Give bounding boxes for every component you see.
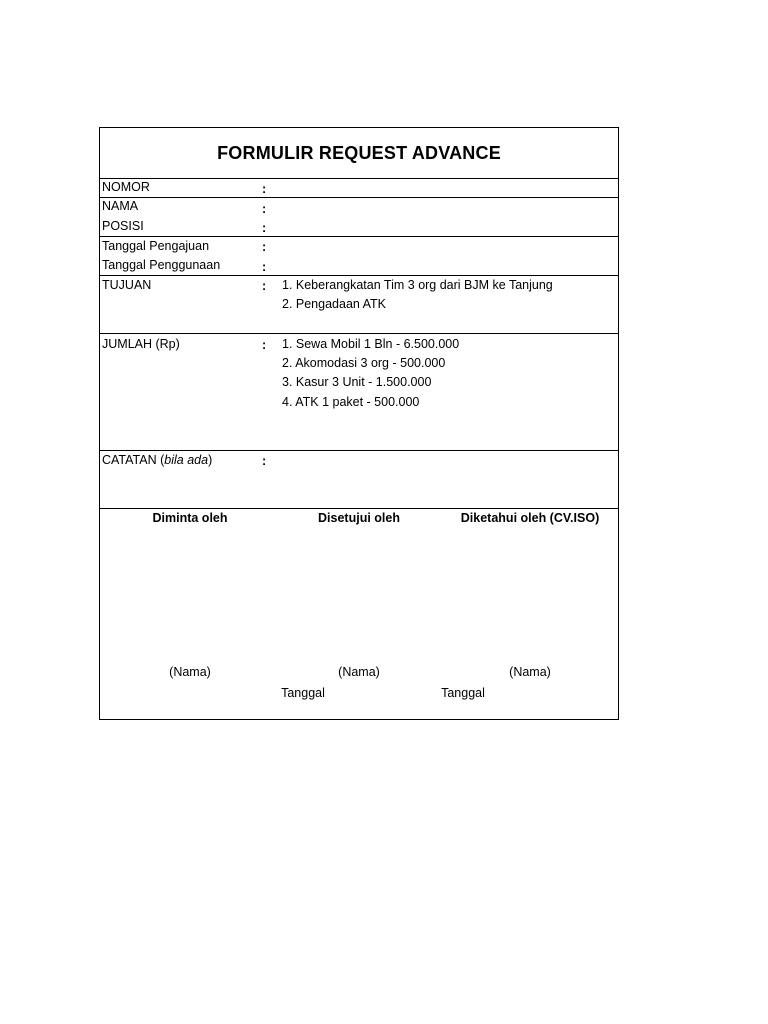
form-title: FORMULIR REQUEST ADVANCE bbox=[217, 143, 501, 163]
tanggal-penggunaan-label: Tanggal Penggunaan bbox=[102, 258, 221, 272]
tanggal-pengajuan-colon: : bbox=[262, 240, 267, 254]
acknowledged-by-label: Diketahui oleh (CV.ISO) bbox=[460, 511, 600, 525]
tujuan-colon: : bbox=[262, 279, 267, 293]
requester-name-placeholder: (Nama) bbox=[169, 665, 211, 679]
acknowledgement-date-label: Tanggal bbox=[441, 686, 485, 700]
nomor-colon: : bbox=[262, 182, 267, 196]
jumlah-item: 4. ATK 1 paket - 500.000 bbox=[282, 395, 420, 409]
divider bbox=[100, 178, 618, 179]
nama-colon: : bbox=[262, 202, 267, 216]
divider bbox=[100, 450, 618, 451]
approved-by-label: Disetujui oleh bbox=[318, 511, 400, 525]
requested-by-label: Diminta oleh bbox=[152, 511, 228, 525]
acknowledger-name-placeholder: (Nama) bbox=[509, 665, 551, 679]
jumlah-colon: : bbox=[262, 338, 267, 352]
approver-name-placeholder: (Nama) bbox=[338, 665, 380, 679]
jumlah-label: JUMLAH (Rp) bbox=[102, 337, 180, 351]
divider bbox=[100, 508, 618, 509]
posisi-label: POSISI bbox=[102, 219, 144, 233]
jumlah-item: 1. Sewa Mobil 1 Bln - 6.500.000 bbox=[282, 337, 460, 351]
divider bbox=[100, 275, 618, 276]
jumlah-item: 3. Kasur 3 Unit - 1.500.000 bbox=[282, 375, 432, 389]
tujuan-item: 1. Keberangkatan Tim 3 org dari BJM ke Tanjung bbox=[282, 278, 553, 292]
divider bbox=[100, 333, 618, 334]
tanggal-pengajuan-label: Tanggal Pengajuan bbox=[102, 239, 210, 253]
nomor-label: NOMOR bbox=[102, 180, 150, 194]
catatan-optional-note: bila ada bbox=[164, 453, 209, 467]
catatan-label bbox=[102, 452, 212, 468]
posisi-colon: : bbox=[262, 221, 267, 235]
tujuan-label: TUJUAN bbox=[102, 278, 152, 292]
nama-label: NAMA bbox=[102, 199, 139, 213]
catatan-colon: : bbox=[262, 454, 267, 468]
tanggal-penggunaan-colon: : bbox=[262, 260, 267, 274]
tujuan-item: 2. Pengadaan ATK bbox=[282, 297, 387, 311]
approval-date-label: Tanggal bbox=[281, 686, 325, 700]
jumlah-item: 2. Akomodasi 3 org - 500.000 bbox=[282, 356, 446, 370]
divider bbox=[100, 197, 618, 198]
advance-request-form bbox=[99, 127, 619, 720]
divider bbox=[100, 236, 618, 237]
catatan-label-text: CATATAN ( bbox=[102, 453, 165, 467]
catatan-label-close: ) bbox=[208, 453, 213, 467]
